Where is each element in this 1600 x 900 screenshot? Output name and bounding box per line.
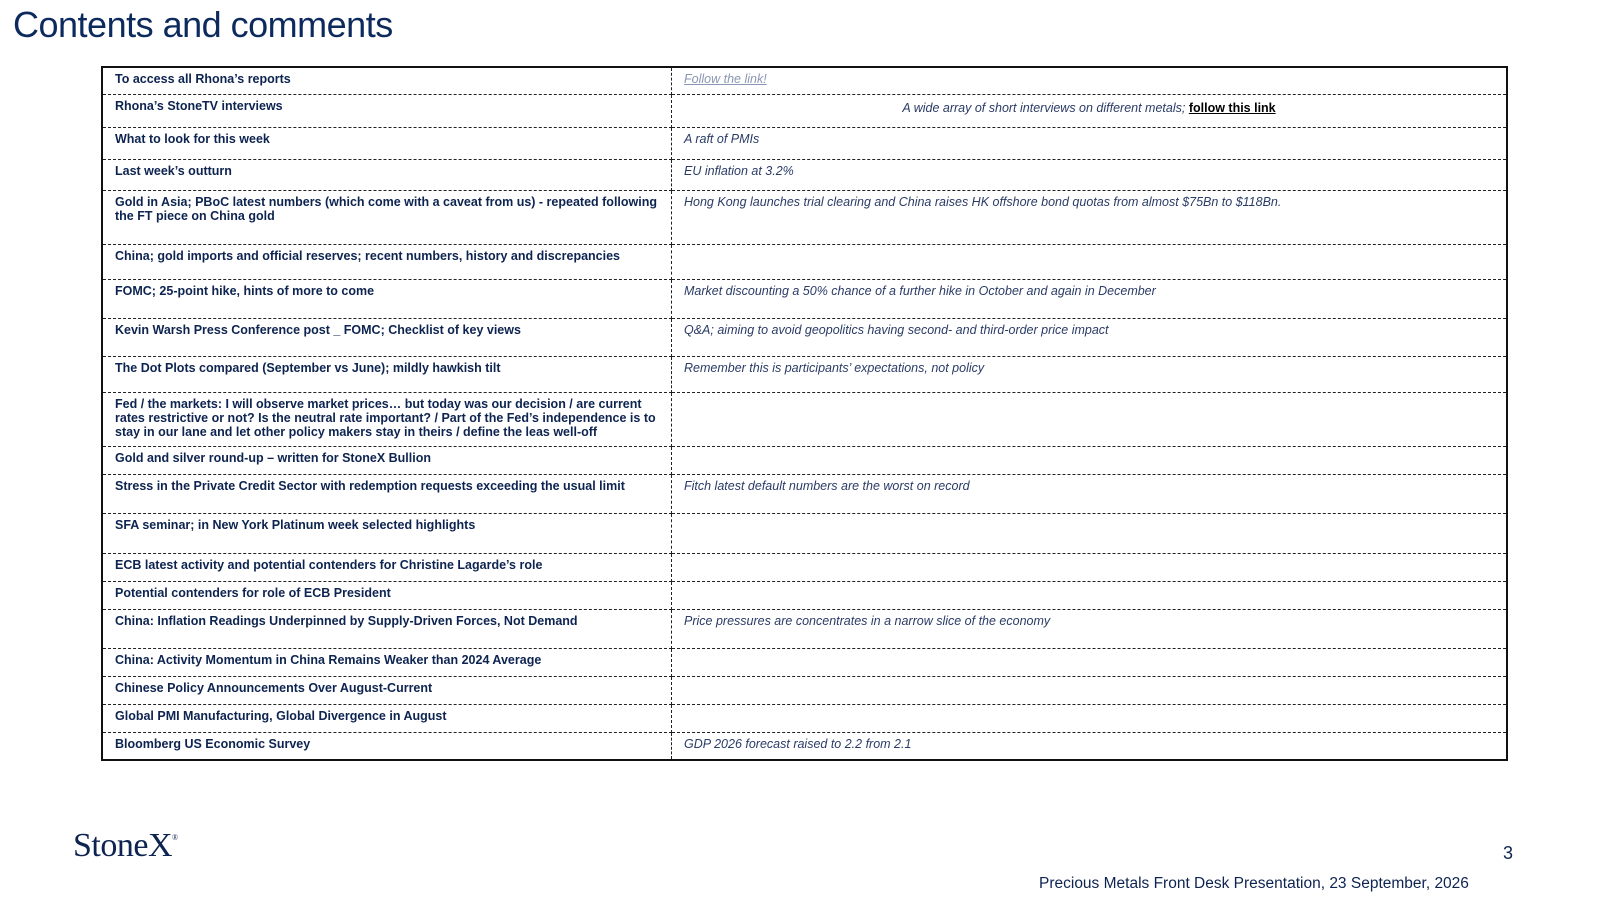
table-row [102,553,1507,581]
table-row [102,356,1507,392]
reports-link[interactable]: Follow the link! [684,72,767,86]
topic-cell: What to look for this week [102,127,672,159]
comment-cell: Price pressures are concentrates in a narrow slice of the economy [672,609,1508,648]
topic-cell: Global PMI Manufacturing, Global Divergence in August [102,704,672,732]
interviews-link[interactable]: follow this link [1188,100,1276,115]
table-row [102,318,1507,356]
table-row [102,159,1507,190]
page-number: 3 [1503,843,1514,863]
table-row [102,190,1507,244]
topic-cell: Potential contenders for role of ECB President [102,581,672,609]
registered-mark: ® [172,833,178,842]
contents-table [101,66,1508,761]
table-row [102,67,1507,94]
comment-cell [672,94,1508,127]
comment-cell [672,513,1508,553]
topic-cell: Rhona’s StoneTV interviews [102,94,672,127]
topic-cell: Gold and silver round-up – written for StoneX Bullion [102,446,672,474]
topic-cell: Gold in Asia; PBoC latest numbers (which come with a caveat from us) - repeated following the FT piece on China gold [102,190,672,244]
comment-cell: Hong Kong launches trial clearing and China raises HK offshore bond quotas from almost $75Bn to $118Bn. [672,190,1508,244]
page-title: Contents and comments [13,4,393,45]
comment-cell: Q&A; aiming to avoid geopolitics having second- and third-order price impact [672,318,1508,356]
table-row [102,609,1507,648]
comment-cell [672,676,1508,704]
footer-text: Precious Metals Front Desk Presentation, 23 September, 2026 [1039,875,1469,892]
table-row [102,244,1507,279]
topic-cell: Kevin Warsh Press Conference post _ FOMC; Checklist of key views [102,318,672,356]
table-row [102,392,1507,446]
table-row [102,676,1507,704]
comment-cell [672,244,1508,279]
topic-cell: SFA seminar; in New York Platinum week selected highlights [102,513,672,553]
topic-cell: Last week’s outturn [102,159,672,190]
table-row [102,279,1507,318]
stonex-logo [73,827,178,865]
table-row [102,732,1507,760]
table-row [102,648,1507,676]
comment-cell: Fitch latest default numbers are the worst on record [672,474,1508,513]
table-row [102,513,1507,553]
comment-cell [672,67,1508,94]
topic-cell: China: Activity Momentum in China Remains Weaker than 2024 Average [102,648,672,676]
topic-cell: The Dot Plots compared (September vs June); mildly hawkish tilt [102,356,672,392]
comment-text: A wide array of short interviews on different metals; [902,100,1189,115]
topic-cell: China; gold imports and official reserves; recent numbers, history and discrepancies [102,244,672,279]
comment-cell: EU inflation at 3.2% [672,159,1508,190]
table-row [102,474,1507,513]
topic-cell: FOMC; 25-point hike, hints of more to come [102,279,672,318]
topic-cell: Fed / the markets: I will observe market prices… but today was our decision / are current rates restrictive or not? Is the neutral rate important? / Part of the Fed’s independence is to stay in our lane and let other policy makers stay in theirs / define the leas well-off [102,392,672,446]
table-row [102,94,1507,127]
topic-cell: Stress in the Private Credit Sector with redemption requests exceeding the usual limit [102,474,672,513]
logo-text: StoneX [73,827,172,864]
topic-cell: China: Inflation Readings Underpinned by Supply-Driven Forces, Not Demand [102,609,672,648]
topic-cell: To access all Rhona’s reports [102,67,672,94]
topic-cell: Chinese Policy Announcements Over August-Current [102,676,672,704]
comment-cell: A raft of PMIs [672,127,1508,159]
comment-cell [672,648,1508,676]
table-row [102,127,1507,159]
comment-cell [672,704,1508,732]
topic-cell: ECB latest activity and potential contenders for Christine Lagarde’s role [102,553,672,581]
table-row [102,581,1507,609]
comment-cell [672,581,1508,609]
comment-cell: Remember this is participants’ expectations, not policy [672,356,1508,392]
comment-cell [672,446,1508,474]
comment-cell [672,553,1508,581]
comment-cell [672,392,1508,446]
comment-cell: Market discounting a 50% chance of a further hike in October and again in December [672,279,1508,318]
table-row [102,446,1507,474]
topic-cell: Bloomberg US Economic Survey [102,732,672,760]
table-row [102,704,1507,732]
comment-cell: GDP 2026 forecast raised to 2.2 from 2.1 [684,736,912,751]
